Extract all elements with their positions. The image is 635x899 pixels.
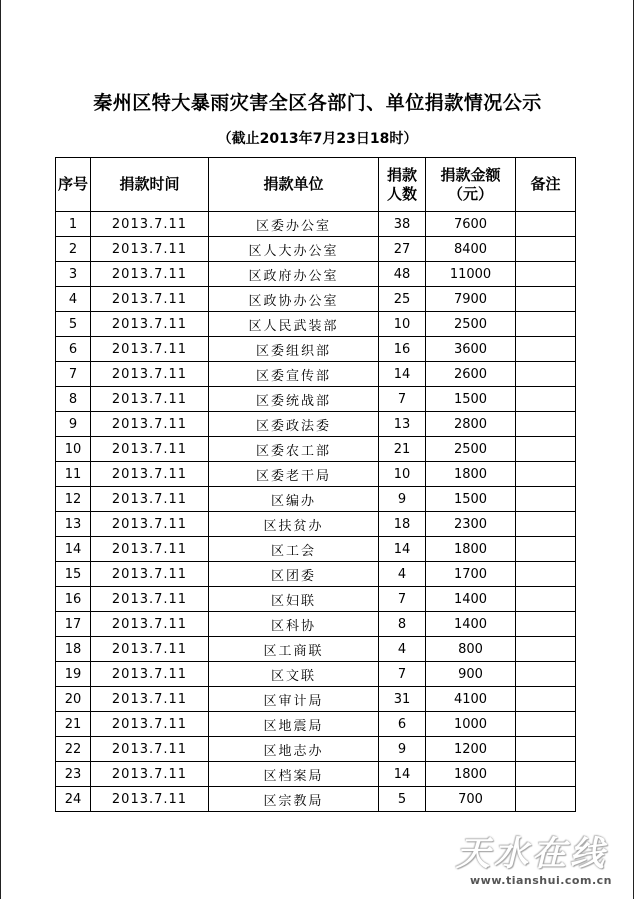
cell-note	[516, 262, 576, 287]
table-row	[56, 587, 576, 612]
watermark	[448, 822, 628, 892]
cell-note	[516, 362, 576, 387]
table-row	[56, 237, 576, 262]
cell-index: 21	[56, 712, 91, 737]
cell-count: 31	[379, 687, 426, 712]
table-row	[56, 412, 576, 437]
cell-amount: 700	[426, 787, 516, 812]
cell-note	[516, 237, 576, 262]
cell-date: 2013.7.11	[91, 612, 209, 637]
cell-index: 13	[56, 512, 91, 537]
cell-index: 2	[56, 237, 91, 262]
cell-amount: 8400	[426, 237, 516, 262]
cell-count: 25	[379, 287, 426, 312]
cell-amount: 3600	[426, 337, 516, 362]
cell-unit: 区委统战部	[209, 387, 379, 412]
cell-note	[516, 712, 576, 737]
cell-note	[516, 462, 576, 487]
donation-table	[55, 157, 576, 812]
cell-index: 10	[56, 437, 91, 462]
cell-note	[516, 512, 576, 537]
cell-note	[516, 762, 576, 787]
table-row	[56, 637, 576, 662]
document-title: 秦州区特大暴雨灾害全区各部门、单位捐款情况公示	[93, 92, 542, 114]
cell-unit: 区地震局	[209, 712, 379, 737]
header-count-line1: 捐款	[386, 165, 417, 184]
cell-unit: 区妇联	[209, 587, 379, 612]
cell-unit: 区委宣传部	[209, 362, 379, 387]
cell-count: 4	[379, 637, 426, 662]
cell-unit: 区人大办公室	[209, 237, 379, 262]
cell-date: 2013.7.11	[91, 262, 209, 287]
cell-count: 9	[379, 737, 426, 762]
cell-date: 2013.7.11	[91, 687, 209, 712]
cell-date: 2013.7.11	[91, 512, 209, 537]
cell-amount: 1200	[426, 737, 516, 762]
cell-count: 7	[379, 662, 426, 687]
cell-note	[516, 337, 576, 362]
cell-amount: 2800	[426, 412, 516, 437]
cell-index: 18	[56, 637, 91, 662]
header-note: 备注	[516, 158, 576, 212]
header-unit: 捐款单位	[209, 158, 379, 212]
cell-date: 2013.7.11	[91, 212, 209, 237]
cell-unit: 区委农工部	[209, 437, 379, 462]
cell-amount: 2500	[426, 437, 516, 462]
cell-count: 27	[379, 237, 426, 262]
cell-amount: 2500	[426, 312, 516, 337]
table-row	[56, 362, 576, 387]
cell-amount: 1400	[426, 587, 516, 612]
cell-date: 2013.7.11	[91, 437, 209, 462]
cell-date: 2013.7.11	[91, 662, 209, 687]
cell-index: 16	[56, 587, 91, 612]
cell-unit: 区委办公室	[209, 212, 379, 237]
cell-note	[516, 437, 576, 462]
table-row	[56, 512, 576, 537]
table-row	[56, 462, 576, 487]
table-row	[56, 487, 576, 512]
cell-count: 6	[379, 712, 426, 737]
cell-amount: 1800	[426, 537, 516, 562]
cell-amount: 2600	[426, 362, 516, 387]
cell-count: 9	[379, 487, 426, 512]
cell-amount: 1800	[426, 762, 516, 787]
cell-unit: 区地志办	[209, 737, 379, 762]
cell-unit: 区宗教局	[209, 787, 379, 812]
cell-count: 14	[379, 362, 426, 387]
cell-note	[516, 412, 576, 437]
cell-date: 2013.7.11	[91, 562, 209, 587]
cell-unit: 区政府办公室	[209, 262, 379, 287]
cell-unit: 区工会	[209, 537, 379, 562]
cell-index: 17	[56, 612, 91, 637]
header-count-line2: 人数	[386, 184, 417, 203]
cell-amount: 11000	[426, 262, 516, 287]
cell-note	[516, 612, 576, 637]
cell-count: 4	[379, 562, 426, 587]
header-count	[379, 158, 426, 212]
cell-count: 7	[379, 387, 426, 412]
cell-amount: 4100	[426, 687, 516, 712]
cell-count: 10	[379, 462, 426, 487]
cell-note	[516, 662, 576, 687]
cell-unit: 区工商联	[209, 637, 379, 662]
cell-amount: 2300	[426, 512, 516, 537]
cell-note	[516, 587, 576, 612]
cell-unit: 区扶贫办	[209, 512, 379, 537]
cell-unit: 区团委	[209, 562, 379, 587]
table-row	[56, 437, 576, 462]
cell-index: 11	[56, 462, 91, 487]
cell-note	[516, 637, 576, 662]
cell-unit: 区政协办公室	[209, 287, 379, 312]
cell-index: 23	[56, 762, 91, 787]
table-row	[56, 387, 576, 412]
cell-amount: 1000	[426, 712, 516, 737]
cell-note	[516, 287, 576, 312]
cell-count: 10	[379, 312, 426, 337]
cell-amount: 1700	[426, 562, 516, 587]
cell-unit: 区委政法委	[209, 412, 379, 437]
cell-count: 48	[379, 262, 426, 287]
cell-date: 2013.7.11	[91, 462, 209, 487]
table-row	[56, 337, 576, 362]
cell-date: 2013.7.11	[91, 762, 209, 787]
table-row	[56, 712, 576, 737]
table-row	[56, 537, 576, 562]
cell-index: 8	[56, 387, 91, 412]
cell-unit: 区编办	[209, 487, 379, 512]
cell-count: 14	[379, 537, 426, 562]
cell-date: 2013.7.11	[91, 787, 209, 812]
cell-count: 38	[379, 212, 426, 237]
cell-count: 16	[379, 337, 426, 362]
header-index: 序号	[56, 158, 91, 212]
cell-index: 1	[56, 212, 91, 237]
cell-index: 7	[56, 362, 91, 387]
cell-amount: 1500	[426, 387, 516, 412]
cell-amount: 7900	[426, 287, 516, 312]
table-row	[56, 787, 576, 812]
cell-unit: 区文联	[209, 662, 379, 687]
table-row	[56, 737, 576, 762]
cell-date: 2013.7.11	[91, 412, 209, 437]
table-row	[56, 262, 576, 287]
cell-note	[516, 687, 576, 712]
table-row	[56, 287, 576, 312]
cell-date: 2013.7.11	[91, 337, 209, 362]
cell-unit: 区人民武装部	[209, 312, 379, 337]
cell-index: 12	[56, 487, 91, 512]
cell-date: 2013.7.11	[91, 487, 209, 512]
cell-count: 8	[379, 612, 426, 637]
cell-unit: 区委组织部	[209, 337, 379, 362]
cell-count: 14	[379, 762, 426, 787]
cell-count: 5	[379, 787, 426, 812]
cell-amount: 1500	[426, 487, 516, 512]
cell-note	[516, 312, 576, 337]
cell-date: 2013.7.11	[91, 237, 209, 262]
cell-amount: 800	[426, 637, 516, 662]
cell-note	[516, 562, 576, 587]
cell-date: 2013.7.11	[91, 637, 209, 662]
cell-amount: 1800	[426, 462, 516, 487]
cell-amount: 7600	[426, 212, 516, 237]
header-amount	[426, 158, 516, 212]
cell-index: 3	[56, 262, 91, 287]
table-row	[56, 212, 576, 237]
document-subtitle: （截止2013年7月23日18时）	[217, 131, 418, 147]
cell-index: 20	[56, 687, 91, 712]
cell-index: 14	[56, 537, 91, 562]
table-row	[56, 662, 576, 687]
cell-index: 6	[56, 337, 91, 362]
watermark-url: www.tianshui.com.cn	[470, 874, 612, 887]
table-row	[56, 312, 576, 337]
table-body	[56, 212, 576, 812]
table-row	[56, 762, 576, 787]
cell-note	[516, 487, 576, 512]
cell-count: 21	[379, 437, 426, 462]
cell-index: 24	[56, 787, 91, 812]
cell-count: 7	[379, 587, 426, 612]
cell-index: 22	[56, 737, 91, 762]
table-row	[56, 687, 576, 712]
cell-date: 2013.7.11	[91, 287, 209, 312]
cell-note	[516, 537, 576, 562]
cell-date: 2013.7.11	[91, 737, 209, 762]
cell-date: 2013.7.11	[91, 587, 209, 612]
cell-index: 5	[56, 312, 91, 337]
cell-unit: 区委老干局	[209, 462, 379, 487]
cell-index: 9	[56, 412, 91, 437]
table-row	[56, 612, 576, 637]
cell-amount: 900	[426, 662, 516, 687]
cell-note	[516, 212, 576, 237]
watermark-logo: 天水在线	[456, 834, 608, 874]
header-amount-line1: 捐款金额	[440, 165, 501, 184]
cell-unit: 区科协	[209, 612, 379, 637]
cell-date: 2013.7.11	[91, 312, 209, 337]
cell-date: 2013.7.11	[91, 362, 209, 387]
cell-count: 13	[379, 412, 426, 437]
cell-note	[516, 387, 576, 412]
cell-index: 19	[56, 662, 91, 687]
cell-date: 2013.7.11	[91, 387, 209, 412]
table-row	[56, 562, 576, 587]
cell-index: 4	[56, 287, 91, 312]
cell-count: 18	[379, 512, 426, 537]
cell-date: 2013.7.11	[91, 712, 209, 737]
cell-unit: 区审计局	[209, 687, 379, 712]
cell-index: 15	[56, 562, 91, 587]
header-amount-line2: （元）	[447, 184, 493, 203]
cell-note	[516, 737, 576, 762]
cell-unit: 区档案局	[209, 762, 379, 787]
header-date: 捐款时间	[91, 158, 209, 212]
cell-amount: 1400	[426, 612, 516, 637]
cell-note	[516, 787, 576, 812]
cell-date: 2013.7.11	[91, 537, 209, 562]
table-header-row	[56, 158, 576, 212]
